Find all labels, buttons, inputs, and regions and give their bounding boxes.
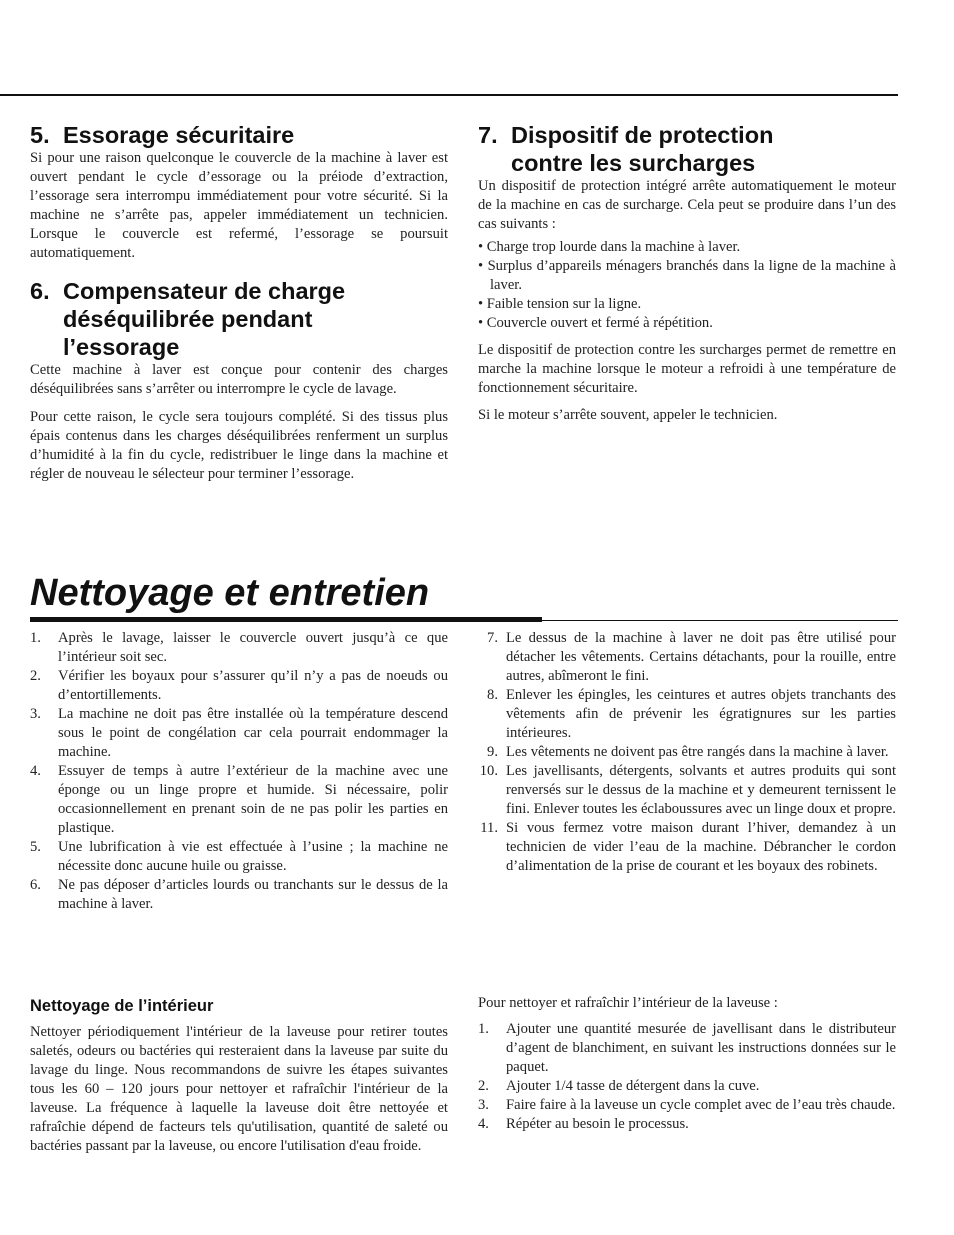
section-5-body: Si pour une raison quelconque le couvercle de la machine à laver est ouvert pendant le cycle d’essorage ou la préiode d’extraction, l’essorage sera interrompu immédiatement pour votre sécurité. Si la machine ne s’arrête pas, appeler immédiatement un technicien. Lorsque le couvercle est refermé, l’essorage se poursuit automatiquement.	[30, 150, 448, 261]
interior-body: Nettoyer périodiquement l'intérieur de la laveuse pour retirer toutes saletés, odeurs ou bactéries qui resteraient dans la laveuse par suite du lavage du linge. Nous recommandons de suivre les étapes suivantes tous les 60 – 120 jours pour nettoyer et rafraîchir l'intérieur de la laveuse. La fréquence à laquelle la laveuse doit être nettoyée et rafraîchie dépend de facteurs tels qu'utilisation, quantité de saleté ou bactéries passant par la laveuse, ou encore l'utilisation d'eau froide.	[30, 1024, 448, 1154]
section-7-bullets	[478, 238, 896, 333]
list-item: • Faible tension sur la ligne.	[478, 296, 642, 312]
list-item: 1. Après le lavage, laisser le couvercle ouvert jusqu’à ce que l’intérieur soit sec.	[30, 630, 448, 665]
list-item: 9. Les vêtements ne doivent pas être rangés dans la machine à laver.	[487, 744, 889, 760]
right-column-top	[478, 121, 896, 433]
interior-heading: Nettoyage de l’intérieur	[30, 997, 214, 1015]
section-7-intro: Un dispositif de protection intégré arrête automatiquement le moteur de la machine en cas de surcharge. Cela peut se produire dans l’un des cas suivants :	[478, 178, 896, 232]
list-item: 2. Vérifier les boyaux pour s’assurer qu’il n’y a pas de noeuds ou d’entortillements.	[30, 668, 448, 703]
list-item: 8. Enlever les épingles, les ceintures et autres objets tranchants des vêtements afin de prévenir les égratignures sur les parties intérieures.	[487, 687, 896, 741]
section-7-paragraph-2: Le dispositif de protection contre les surcharges permet de remettre en marche la machine lorsque le moteur a refroidi à une température de fonctionnement sécuritaire.	[478, 342, 896, 396]
list-item: 5. Une lubrification à vie est effectuée à l’usine ; la machine ne nécessite donc aucune huile ou graisse.	[30, 839, 448, 874]
list-item: 3. La machine ne doit pas être installée où la température descend sous le point de congélation car cela pourrait endommager la machine.	[30, 706, 448, 760]
section-5-title: 5. Essorage sécuritaire	[30, 122, 295, 148]
section-6-title: 6. Compensateur de charge déséquilibrée pendant l’essorage	[30, 278, 346, 360]
list-item: 7. Le dessus de la machine à laver ne doit pas être utilisé pour détacher les vêtements. Certains détachants, pour la rouille, entre autres, abîmeront le fini.	[487, 630, 896, 684]
interior-intro: Pour nettoyer et rafraîchir l’intérieur de la laveuse :	[478, 995, 778, 1011]
list-item: 1. Ajouter une quantité mesurée de javellisant dans le distributeur d’agent de blanchiment, en suivant les instructions données sur le paquet.	[478, 1021, 896, 1075]
title-rule-thin	[30, 620, 898, 621]
list-item: • Charge trop lourde dans la machine à laver.	[478, 239, 741, 255]
section-7-title: 7. Dispositif de protection contre les surcharges	[478, 122, 774, 176]
list-item: • Surplus d’appareils ménagers branchés dans la ligne de la machine à laver.	[478, 258, 896, 293]
care-list-left	[30, 629, 448, 914]
interior-left	[30, 997, 448, 1164]
list-item: 3. Faire faire à la laveuse un cycle complet avec de l’eau très chaude.	[478, 1097, 896, 1113]
list-item: 4. Essuyer de temps à autre l’extérieur de la machine avec une éponge ou un linge propre et humide. Si nécessaire, polir occasionnellement en prenant soin de ne pas polir les parties en plastique.	[30, 763, 448, 836]
care-title: Nettoyage et entretien	[30, 572, 430, 614]
top-rule	[0, 94, 898, 96]
list-item: 2. Ajouter 1/4 tasse de détergent dans la cuve.	[478, 1078, 760, 1094]
section-6-paragraph-2: Pour cette raison, le cycle sera toujours complété. Si des tissus plus épais contenus dans les charges déséquilibrées renferment un surplus d’humidité à la fin du cycle, redistribuer le linge dans la machine et régler de nouveau le sélecteur pour terminer l’essorage.	[30, 409, 448, 482]
list-item: 11. Si vous fermez votre maison durant l’hiver, demandez à un technicien de vider l’eau de la machine. Débrancher le cordon d’alimentation de la prise de courant et les boyaux des robinets.	[480, 820, 896, 874]
left-column-top	[30, 121, 448, 492]
section-6-paragraph-1: Cette machine à laver est conçue pour contenir des charges déséquilibrées sans s’arrêter ou interrompre le cycle de lavage.	[30, 362, 448, 397]
care-list-right	[478, 629, 896, 876]
list-item: 10. Les javellisants, détergents, solvants et autres produits qui sont renversés sur le dessus de la machine et y demeurent ternissent le fini. Enlever toutes les éclaboussures avec un linge doux et propre.	[479, 763, 896, 817]
section-7-paragraph-3: Si le moteur s’arrête souvent, appeler le technicien.	[478, 407, 778, 423]
list-item: 6. Ne pas déposer d’articles lourds ou tranchants sur le dessus de la machine à laver.	[30, 877, 448, 912]
interior-right	[478, 994, 896, 1134]
list-item: 4. Répéter au besoin le processus.	[478, 1116, 689, 1132]
list-item: • Couvercle ouvert et fermé à répétition.	[478, 315, 713, 331]
